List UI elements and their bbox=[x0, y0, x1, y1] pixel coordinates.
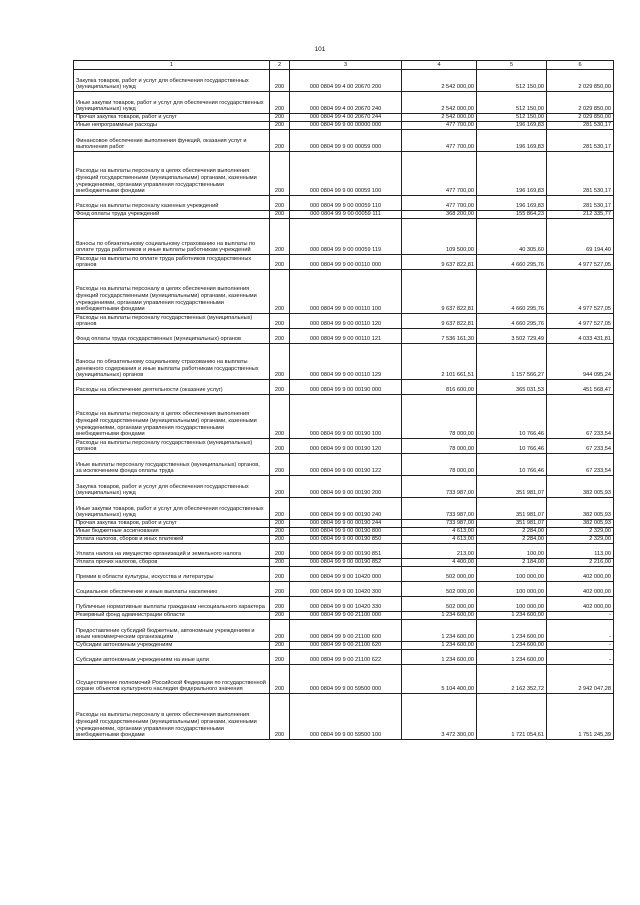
row-unexecuted-amount: 451 568,47 bbox=[547, 380, 614, 395]
row-executed-amount: 2 162 352,72 bbox=[477, 665, 547, 694]
row-name: Расходы на выплаты персоналу в целях обеспечения выполнения функций государственными (муниципальными) органами, казенными учреждениями, органами управления государственными внебюджетными фондами bbox=[74, 395, 270, 439]
row-approved-amount: 816 600,00 bbox=[402, 380, 477, 395]
row-name: Финансовое обеспечение выполнения функций, оказания услуг и выполнения работ bbox=[74, 130, 270, 152]
table-row bbox=[74, 528, 614, 536]
table-row bbox=[74, 395, 614, 439]
table-row bbox=[74, 559, 614, 567]
row-approved-amount: 502 000,00 bbox=[402, 567, 477, 582]
row-budget-code: 000 0804 99 9 00 00059 100 bbox=[290, 152, 402, 196]
row-approved-amount: 213,00 bbox=[402, 544, 477, 559]
row-unexecuted-amount: 2 029 850,00 bbox=[547, 114, 614, 122]
row-unexecuted-amount: 4 977 527,05 bbox=[547, 270, 614, 314]
table-row bbox=[74, 439, 614, 454]
row-approved-amount: 78 000,00 bbox=[402, 395, 477, 439]
row-ministry-code: 200 bbox=[270, 476, 290, 498]
row-executed-amount: 1 234 600,00 bbox=[477, 642, 547, 650]
table-row bbox=[74, 650, 614, 665]
row-budget-code: 000 0804 99 9 00 00190 850 bbox=[290, 536, 402, 544]
table-row bbox=[74, 582, 614, 597]
row-ministry-code: 200 bbox=[270, 544, 290, 559]
table-row bbox=[74, 620, 614, 642]
row-unexecuted-amount: 67 233,54 bbox=[547, 454, 614, 476]
row-executed-amount: 10 766,46 bbox=[477, 395, 547, 439]
row-budget-code: 000 0804 99 9 00 21100 600 bbox=[290, 620, 402, 642]
column-header: 5 bbox=[477, 61, 547, 70]
column-header: 2 bbox=[270, 61, 290, 70]
row-name: Взносы по обязательному социальному страхованию на выплаты денежного содержания и иные выплаты работникам государственных (муниципальных) органов bbox=[74, 344, 270, 380]
row-unexecuted-amount: 402 000,00 bbox=[547, 567, 614, 582]
row-executed-amount: 100 000,00 bbox=[477, 567, 547, 582]
row-approved-amount: 9 637 822,81 bbox=[402, 270, 477, 314]
row-executed-amount: 4 660 295,76 bbox=[477, 255, 547, 270]
column-header: 3 bbox=[290, 61, 402, 70]
row-approved-amount: 733 987,00 bbox=[402, 476, 477, 498]
table-row bbox=[74, 130, 614, 152]
row-approved-amount: 4 613,00 bbox=[402, 528, 477, 536]
row-approved-amount: 7 536 161,30 bbox=[402, 329, 477, 344]
row-budget-code: 000 0804 99 9 00 00110 120 bbox=[290, 314, 402, 329]
row-approved-amount: 1 234 600,00 bbox=[402, 620, 477, 642]
row-budget-code: 000 0804 99 9 00 00110 129 bbox=[290, 344, 402, 380]
row-approved-amount: 2 542 000,00 bbox=[402, 70, 477, 92]
row-budget-code: 000 0804 99 9 00 00000 000 bbox=[290, 122, 402, 130]
table-row bbox=[74, 122, 614, 130]
row-budget-code: 000 0804 99 9 00 21100 620 bbox=[290, 642, 402, 650]
row-approved-amount: 1 234 600,00 bbox=[402, 612, 477, 620]
row-ministry-code: 200 bbox=[270, 219, 290, 255]
row-budget-code: 000 0804 99 9 00 00110 000 bbox=[290, 255, 402, 270]
row-name: Премии в области культуры, искусства и литературы bbox=[74, 567, 270, 582]
row-unexecuted-amount: - bbox=[547, 650, 614, 665]
row-unexecuted-amount: 2 329,00 bbox=[547, 536, 614, 544]
row-unexecuted-amount: 4 977 527,05 bbox=[547, 314, 614, 329]
row-approved-amount: 9 637 822,81 bbox=[402, 314, 477, 329]
row-name: Расходы на выплаты персоналу государственных (муниципальных) органов bbox=[74, 439, 270, 454]
row-approved-amount: 9 637 822,81 bbox=[402, 255, 477, 270]
row-ministry-code: 200 bbox=[270, 122, 290, 130]
row-ministry-code: 200 bbox=[270, 620, 290, 642]
table-row bbox=[74, 211, 614, 219]
row-ministry-code: 200 bbox=[270, 694, 290, 740]
row-approved-amount: 109 500,00 bbox=[402, 219, 477, 255]
row-ministry-code: 200 bbox=[270, 520, 290, 528]
row-budget-code: 000 0804 99 9 00 00110 100 bbox=[290, 270, 402, 314]
row-unexecuted-amount: 1 751 245,39 bbox=[547, 694, 614, 740]
row-approved-amount: 368 200,00 bbox=[402, 211, 477, 219]
row-unexecuted-amount: 402 000,00 bbox=[547, 597, 614, 612]
row-executed-amount: 365 031,53 bbox=[477, 380, 547, 395]
table-row bbox=[74, 642, 614, 650]
table-row bbox=[74, 152, 614, 196]
row-executed-amount: 196 169,83 bbox=[477, 122, 547, 130]
row-unexecuted-amount: 69 194,40 bbox=[547, 219, 614, 255]
row-executed-amount: 2 184,00 bbox=[477, 559, 547, 567]
row-approved-amount: 78 000,00 bbox=[402, 454, 477, 476]
row-unexecuted-amount: 2 029 850,00 bbox=[547, 70, 614, 92]
row-name: Иные непрограммные расходы bbox=[74, 122, 270, 130]
row-unexecuted-amount: - bbox=[547, 620, 614, 642]
row-budget-code: 000 0804 99 9 00 00190 244 bbox=[290, 520, 402, 528]
row-executed-amount: 4 660 295,76 bbox=[477, 314, 547, 329]
row-ministry-code: 200 bbox=[270, 612, 290, 620]
row-budget-code: 000 0804 99 9 00 10420 000 bbox=[290, 567, 402, 582]
row-budget-code: 000 0804 99 9 00 00059 000 bbox=[290, 130, 402, 152]
row-approved-amount: 2 101 661,51 bbox=[402, 344, 477, 380]
row-budget-code: 000 0804 99 9 00 59500 100 bbox=[290, 694, 402, 740]
row-executed-amount: 351 981,07 bbox=[477, 498, 547, 520]
row-approved-amount: 1 234 600,00 bbox=[402, 642, 477, 650]
row-unexecuted-amount: 113,00 bbox=[547, 544, 614, 559]
row-approved-amount: 3 472 300,00 bbox=[402, 694, 477, 740]
row-name: Резервный фонд администрации области bbox=[74, 612, 270, 620]
row-approved-amount: 733 987,00 bbox=[402, 520, 477, 528]
row-unexecuted-amount: 281 530,17 bbox=[547, 152, 614, 196]
row-ministry-code: 200 bbox=[270, 439, 290, 454]
row-budget-code: 000 0804 99 9 00 00190 851 bbox=[290, 544, 402, 559]
row-executed-amount: 10 766,46 bbox=[477, 454, 547, 476]
row-executed-amount: 351 981,07 bbox=[477, 520, 547, 528]
row-name: Социальное обеспечение и иные выплаты населению bbox=[74, 582, 270, 597]
row-name: Расходы на выплаты персоналу в целях обеспечения выполнения функций государственными (муниципальными) органами, казенными учреждениями, органами управления государственными внебюджетными фондами bbox=[74, 270, 270, 314]
row-approved-amount: 477 700,00 bbox=[402, 122, 477, 130]
row-name: Взносы по обязательному социальному страхованию на выплаты по оплате труда работников и иные выплаты работникам учреждений bbox=[74, 219, 270, 255]
row-name: Предоставление субсидий бюджетным, автономным учреждениям и иным некоммерческим организациям bbox=[74, 620, 270, 642]
row-approved-amount: 502 000,00 bbox=[402, 582, 477, 597]
row-approved-amount: 2 542 000,00 bbox=[402, 92, 477, 114]
table-row bbox=[74, 498, 614, 520]
row-name: Фонд оплаты труда учреждений bbox=[74, 211, 270, 219]
row-name: Осуществление полномочий Российской Федерации по государственной охране объектов культурного наследия федерального значения bbox=[74, 665, 270, 694]
row-ministry-code: 200 bbox=[270, 329, 290, 344]
row-budget-code: 000 0804 99 9 00 59500 000 bbox=[290, 665, 402, 694]
row-budget-code: 000 0804 99 9 00 00059 110 bbox=[290, 196, 402, 211]
row-ministry-code: 200 bbox=[270, 559, 290, 567]
row-executed-amount: 1 234 600,00 bbox=[477, 650, 547, 665]
row-executed-amount: 512 150,00 bbox=[477, 70, 547, 92]
page-number: 101 bbox=[314, 46, 326, 53]
row-unexecuted-amount: 67 233,54 bbox=[547, 395, 614, 439]
row-budget-code: 000 0804 99 9 00 00190 800 bbox=[290, 528, 402, 536]
table-row bbox=[74, 665, 614, 694]
row-budget-code: 000 0804 99 4 00 20670 240 bbox=[290, 92, 402, 114]
row-name: Иные закупки товаров, работ и услуг для обеспечения государственных (муниципальных) нужд bbox=[74, 498, 270, 520]
row-ministry-code: 200 bbox=[270, 114, 290, 122]
row-approved-amount: 477 700,00 bbox=[402, 196, 477, 211]
row-name: Иные закупки товаров, работ и услуг для обеспечения государственных (муниципальных) нужд bbox=[74, 92, 270, 114]
row-unexecuted-amount: 281 530,17 bbox=[547, 130, 614, 152]
row-budget-code: 000 0804 99 9 00 00190 000 bbox=[290, 380, 402, 395]
row-executed-amount: 1 157 566,27 bbox=[477, 344, 547, 380]
row-unexecuted-amount: 67 233,54 bbox=[547, 439, 614, 454]
row-approved-amount: 1 234 600,00 bbox=[402, 650, 477, 665]
row-approved-amount: 502 000,00 bbox=[402, 597, 477, 612]
table-row bbox=[74, 196, 614, 211]
row-executed-amount: 196 169,83 bbox=[477, 152, 547, 196]
row-ministry-code: 200 bbox=[270, 344, 290, 380]
row-budget-code: 000 0804 99 9 00 00190 120 bbox=[290, 439, 402, 454]
row-executed-amount: 100 000,00 bbox=[477, 597, 547, 612]
row-unexecuted-amount: 382 005,93 bbox=[547, 498, 614, 520]
row-unexecuted-amount: 2 216,00 bbox=[547, 559, 614, 567]
row-executed-amount: 351 981,07 bbox=[477, 476, 547, 498]
row-name: Фонд оплаты труда государственных (муниципальных) органов bbox=[74, 329, 270, 344]
table-row bbox=[74, 567, 614, 582]
row-executed-amount: 1 721 054,61 bbox=[477, 694, 547, 740]
row-budget-code: 000 0804 99 9 00 00190 240 bbox=[290, 498, 402, 520]
row-executed-amount: 40 305,60 bbox=[477, 219, 547, 255]
row-ministry-code: 200 bbox=[270, 152, 290, 196]
row-ministry-code: 200 bbox=[270, 642, 290, 650]
table-row bbox=[74, 344, 614, 380]
row-ministry-code: 200 bbox=[270, 314, 290, 329]
row-ministry-code: 200 bbox=[270, 270, 290, 314]
row-ministry-code: 200 bbox=[270, 255, 290, 270]
row-name: Субсидии автономным учреждениям bbox=[74, 642, 270, 650]
row-ministry-code: 200 bbox=[270, 454, 290, 476]
row-budget-code: 000 0804 99 9 00 00190 852 bbox=[290, 559, 402, 567]
row-ministry-code: 200 bbox=[270, 650, 290, 665]
row-unexecuted-amount: 2 942 047,28 bbox=[547, 665, 614, 694]
row-ministry-code: 200 bbox=[270, 582, 290, 597]
row-ministry-code: 200 bbox=[270, 380, 290, 395]
row-ministry-code: 200 bbox=[270, 70, 290, 92]
table-row bbox=[74, 694, 614, 740]
row-unexecuted-amount: - bbox=[547, 612, 614, 620]
row-unexecuted-amount: 4 977 527,05 bbox=[547, 255, 614, 270]
column-header: 1 bbox=[74, 61, 270, 70]
column-header: 4 bbox=[402, 61, 477, 70]
row-unexecuted-amount: 382 005,93 bbox=[547, 476, 614, 498]
row-approved-amount: 733 987,00 bbox=[402, 498, 477, 520]
row-ministry-code: 200 bbox=[270, 196, 290, 211]
table-row bbox=[74, 255, 614, 270]
row-name: Субсидии автономным учреждениям на иные цели bbox=[74, 650, 270, 665]
row-executed-amount: 4 660 295,76 bbox=[477, 270, 547, 314]
table-row bbox=[74, 219, 614, 255]
row-unexecuted-amount: 2 329,00 bbox=[547, 528, 614, 536]
row-name: Иные выплаты персоналу государственных (муниципальных) органов, за исключением фонда оплаты труда bbox=[74, 454, 270, 476]
table-row bbox=[74, 520, 614, 528]
row-budget-code: 000 0804 99 9 00 21100 000 bbox=[290, 612, 402, 620]
row-name: Уплата прочих налогов, сборов bbox=[74, 559, 270, 567]
row-name: Уплата налогов, сборов и иных платежей bbox=[74, 536, 270, 544]
row-budget-code: 000 0804 99 9 00 00059 119 bbox=[290, 219, 402, 255]
row-ministry-code: 200 bbox=[270, 92, 290, 114]
row-unexecuted-amount: 2 029 850,00 bbox=[547, 92, 614, 114]
row-executed-amount: 100 000,00 bbox=[477, 582, 547, 597]
row-ministry-code: 200 bbox=[270, 498, 290, 520]
row-unexecuted-amount: 4 033 431,81 bbox=[547, 329, 614, 344]
table-row bbox=[74, 597, 614, 612]
row-unexecuted-amount: 402 000,00 bbox=[547, 582, 614, 597]
budget-execution-table bbox=[73, 60, 614, 740]
table-row bbox=[74, 454, 614, 476]
row-name: Прочая закупка товаров, работ и услуг bbox=[74, 114, 270, 122]
row-name: Закупка товаров, работ и услуг для обеспечения государственных (муниципальных) нужд bbox=[74, 70, 270, 92]
row-approved-amount: 477 700,00 bbox=[402, 130, 477, 152]
row-ministry-code: 200 bbox=[270, 528, 290, 536]
row-budget-code: 000 0804 99 9 00 10420 330 bbox=[290, 597, 402, 612]
row-ministry-code: 200 bbox=[270, 395, 290, 439]
row-executed-amount: 196 169,83 bbox=[477, 196, 547, 211]
column-header: 6 bbox=[547, 61, 614, 70]
row-unexecuted-amount: 281 530,17 bbox=[547, 196, 614, 211]
row-name: Расходы на выплаты персоналу в целях обеспечения выполнения функций государственными (муниципальными) органами, казенными учреждениями, органами управления государственными внебюджетными фондами bbox=[74, 152, 270, 196]
table-row bbox=[74, 544, 614, 559]
row-unexecuted-amount: 212 335,77 bbox=[547, 211, 614, 219]
row-executed-amount: 196 169,83 bbox=[477, 130, 547, 152]
row-approved-amount: 5 104 400,00 bbox=[402, 665, 477, 694]
row-executed-amount: 3 502 729,49 bbox=[477, 329, 547, 344]
row-budget-code: 000 0804 99 9 00 00190 122 bbox=[290, 454, 402, 476]
row-executed-amount: 1 234 600,00 bbox=[477, 620, 547, 642]
row-budget-code: 000 0804 99 9 00 00059 111 bbox=[290, 211, 402, 219]
row-budget-code: 000 0804 99 4 00 20670 244 bbox=[290, 114, 402, 122]
table-row bbox=[74, 270, 614, 314]
row-executed-amount: 155 864,23 bbox=[477, 211, 547, 219]
table-row bbox=[74, 314, 614, 329]
row-executed-amount: 2 284,00 bbox=[477, 528, 547, 536]
row-name: Расходы на выплаты персоналу государственных (муниципальных) органов bbox=[74, 314, 270, 329]
row-budget-code: 000 0804 99 9 00 00110 121 bbox=[290, 329, 402, 344]
row-executed-amount: 10 766,46 bbox=[477, 439, 547, 454]
row-ministry-code: 200 bbox=[270, 665, 290, 694]
table-row bbox=[74, 329, 614, 344]
row-name: Расходы на выплаты по оплате труда работников государственных органов bbox=[74, 255, 270, 270]
row-budget-code: 000 0804 99 9 00 00190 100 bbox=[290, 395, 402, 439]
row-executed-amount: 1 234 600,00 bbox=[477, 612, 547, 620]
table-row bbox=[74, 114, 614, 122]
row-approved-amount: 4 400,00 bbox=[402, 559, 477, 567]
row-unexecuted-amount: 382 005,93 bbox=[547, 520, 614, 528]
row-unexecuted-amount: - bbox=[547, 642, 614, 650]
table-row bbox=[74, 476, 614, 498]
row-approved-amount: 2 542 000,00 bbox=[402, 114, 477, 122]
row-budget-code: 000 0804 99 9 00 21100 622 bbox=[290, 650, 402, 665]
row-name: Расходы на выплаты персоналу в целях обеспечения выполнения функций государственными (муниципальными) органами, казенными учреждениями, органами управления государственными внебюджетными фондами bbox=[74, 694, 270, 740]
row-executed-amount: 512 150,00 bbox=[477, 92, 547, 114]
row-ministry-code: 200 bbox=[270, 597, 290, 612]
row-approved-amount: 78 000,00 bbox=[402, 439, 477, 454]
row-name: Прочая закупка товаров, работ и услуг bbox=[74, 520, 270, 528]
row-name: Расходы на обеспечение деятельности (оказание услуг) bbox=[74, 380, 270, 395]
row-budget-code: 000 0804 99 9 00 10420 300 bbox=[290, 582, 402, 597]
table-row bbox=[74, 380, 614, 395]
row-name: Публичные нормативные выплаты гражданам несоциального характера bbox=[74, 597, 270, 612]
table-row bbox=[74, 536, 614, 544]
row-ministry-code: 200 bbox=[270, 211, 290, 219]
row-name: Иные бюджетные ассигнования bbox=[74, 528, 270, 536]
row-approved-amount: 477 700,00 bbox=[402, 152, 477, 196]
column-number-row bbox=[74, 61, 614, 70]
row-unexecuted-amount: 281 530,17 bbox=[547, 122, 614, 130]
table-row bbox=[74, 612, 614, 620]
table-row bbox=[74, 70, 614, 92]
row-name: Расходы на выплаты персоналу казенных учреждений bbox=[74, 196, 270, 211]
row-executed-amount: 512 150,00 bbox=[477, 114, 547, 122]
row-executed-amount: 100,00 bbox=[477, 544, 547, 559]
row-approved-amount: 4 613,00 bbox=[402, 536, 477, 544]
table-row bbox=[74, 92, 614, 114]
row-name: Закупка товаров, работ и услуг для обеспечения государственных (муниципальных) нужд bbox=[74, 476, 270, 498]
row-budget-code: 000 0804 99 9 00 00190 200 bbox=[290, 476, 402, 498]
row-executed-amount: 2 284,00 bbox=[477, 536, 547, 544]
row-budget-code: 000 0804 99 4 00 20670 200 bbox=[290, 70, 402, 92]
row-name: Уплата налога на имущество организаций и земельного налога bbox=[74, 544, 270, 559]
row-ministry-code: 200 bbox=[270, 536, 290, 544]
row-ministry-code: 200 bbox=[270, 130, 290, 152]
row-unexecuted-amount: 944 095,24 bbox=[547, 344, 614, 380]
row-ministry-code: 200 bbox=[270, 567, 290, 582]
